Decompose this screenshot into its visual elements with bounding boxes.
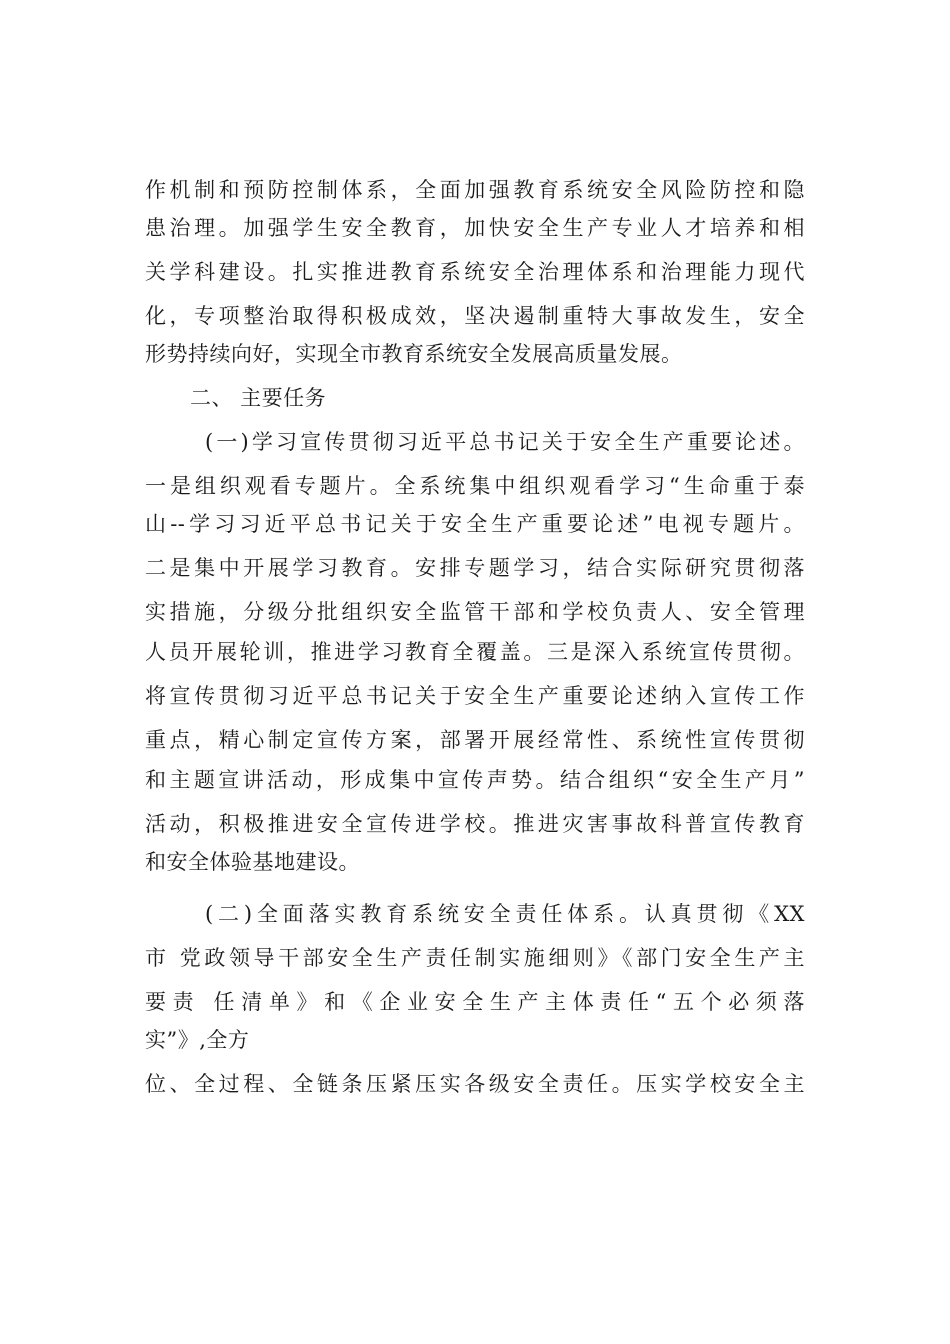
paragraph-line: 和主题宣讲活动，形成集中宣传声势。结合组织“安全生产月”	[145, 768, 805, 792]
paragraph-line: 人员开展轮训，推进学习教育全覆盖。三是深入系统宣传贯彻。	[145, 640, 805, 664]
paragraph-line: 山--学习习近平总书记关于安全生产重要论述”电视专题片。	[145, 512, 805, 536]
subsection-heading: (一)学习宣传贯彻习近平总书记关于安全生产重要论述。	[205, 430, 805, 454]
paragraph-line: 将宣传贯彻习近平总书记关于安全生产重要论述纳入宣传工作	[145, 684, 805, 708]
paragraph-line: 要责 任清单》和《企业安全生产主体责任“五个必须落	[145, 990, 805, 1014]
paragraph-line: 形势持续向好，实现全市教育系统安全发展高质量发展。	[145, 342, 683, 366]
paragraph-line: 和安全体验基地建设。	[145, 850, 360, 874]
paragraph-line: 患治理。加强学生安全教育，加快安全生产专业人才培养和相	[145, 216, 805, 240]
paragraph-line: 二是集中开展学习教育。安排专题学习，结合实际研究贯彻落	[145, 556, 805, 580]
paragraph-line: 活动，积极推进安全宣传进学校。推进灾害事故科普宣传教育	[145, 812, 805, 836]
paragraph-line: 位、全过程、全链条压紧压实各级安全责任。压实学校安全主	[145, 1072, 805, 1096]
paragraph-line: 重点，精心制定宣传方案，部署开展经常性、系统性宣传贯彻	[145, 728, 805, 752]
paragraph-line: 实措施，分级分批组织安全监管干部和学校负责人、安全管理	[145, 600, 805, 624]
paragraph-line: 市 党政领导干部安全生产责任制实施细则》《部门安全生产主	[145, 946, 805, 970]
paragraph-line: 化，专项整治取得积极成效，坚决遏制重特大事故发生，安全	[145, 304, 805, 328]
paragraph-line: 作机制和预防控制体系，全面加强教育系统安全风险防控和隐	[145, 178, 805, 202]
paragraph-line: 关学科建设。扎实推进教育系统安全治理体系和治理能力现代	[145, 260, 805, 284]
section-heading: 二、 主要任务	[190, 386, 327, 410]
paragraph-line: 一是组织观看专题片。全系统集中组织观看学习“生命重于泰	[145, 474, 805, 498]
paragraph-line: 实”》,全方	[145, 1028, 250, 1052]
subsection-heading: (二)全面落实教育系统安全责任体系。认真贯彻《XX	[205, 902, 805, 926]
